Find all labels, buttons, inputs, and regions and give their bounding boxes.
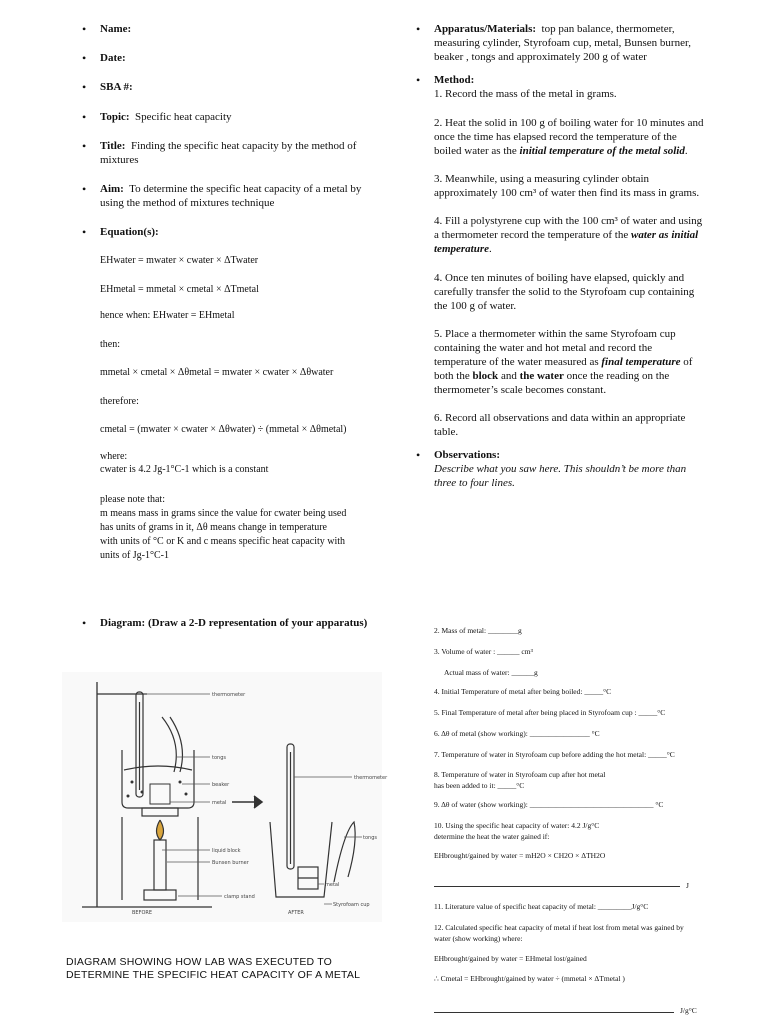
question-6: 6. Δθ of metal (show working): ________________ °C — [434, 729, 600, 738]
label-thermometer: thermometer — [212, 692, 246, 698]
diagram-caption: DIAGRAM SHOWING HOW LAB WAS EXECUTED TO DETERMINE THE SPECIFIC HEAT CAPACITY OF A METAL — [66, 956, 361, 981]
equations-heading: • Equation(s): — [82, 225, 159, 239]
equation-3: mmetal × cmetal × Δθmetal = mwater × cwater × Δθwater — [100, 367, 334, 378]
units-note: please note that: m means mass in grams since the value for cwater being used has units of grams in it, Δθ means change in temperature with units of °C or K and c means specific heat capacity with units of Jg-1°C-1 — [100, 494, 347, 561]
label-after: AFTER — [288, 910, 304, 916]
question-3b: Actual mass of water: ______g — [444, 668, 538, 677]
sba-field: • SBA #: — [82, 80, 133, 94]
question-8: 8. Temperature of water in Styrofoam cup after hot metal has been added to it: _____°C — [434, 770, 606, 790]
method-section: • Method: 1. Record the mass of the metal in grams. — [416, 73, 617, 100]
question-4: 4. Initial Temperature of metal after being boiled: _____°C — [434, 687, 612, 696]
answer-unit-10: J — [686, 881, 689, 890]
method-step-4: 4. Fill a polystyrene cup with the 100 cm³ of water and using a thermometer record the temperature of the water as initial temperature. — [434, 215, 703, 255]
label-clamp-stand: clamp stand — [224, 894, 255, 900]
title-field: • Title: Finding the specific heat capacity by the method of mixtures — [82, 139, 357, 166]
label-tongs-2: tongs — [363, 835, 377, 841]
label-bunsen-burner: Bunsen burner — [212, 860, 249, 866]
question-12: 12. Calculated specific heat capacity of metal if heat lost from metal was gained by water (show working) where: — [434, 923, 684, 943]
method-step-3: 3. Meanwhile, using a measuring cylinder obtain approximately 100 cm³ of water then find its mass in grams. — [434, 173, 700, 199]
question-9: 9. Δθ of water (show working): _________________________________ °C — [434, 800, 664, 809]
diagram-heading: • Diagram: (Draw a 2-D representation of your apparatus) — [82, 616, 368, 630]
topic-field: • Topic: Specific heat capacity — [82, 110, 232, 124]
label-styrofoam-cup: Styrofoam cup — [333, 902, 370, 908]
apparatus-section: • Apparatus/Materials: top pan balance, thermometer, measuring cylinder, Styrofoam cup, metal, Bunsen burner, beaker , tongs and approximately 200 g of water — [416, 22, 691, 63]
method-step-2: 2. Heat the solid in 100 g of boiling water for 10 minutes and once the time has elapsed record the temperature of the boiled water as the initial temperature of the metal solid. — [434, 117, 704, 157]
observations-section: • Observations: Describe what you saw here. This shouldn’t be more than three to four lines. — [416, 448, 687, 489]
answer-line-12 — [434, 1012, 674, 1013]
question-7: 7. Temperature of water in Styrofoam cup before adding the hot metal: _____°C — [434, 750, 675, 759]
label-before: BEFORE — [132, 910, 153, 916]
label-metal: metal — [212, 800, 227, 806]
label-thermometer-2: thermometer — [354, 775, 388, 781]
label-beaker: beaker — [212, 782, 230, 788]
label-liquid-block: liquid block — [212, 848, 241, 854]
method-step-7: 6. Record all observations and data within an appropriate table. — [434, 412, 686, 438]
question-10: 10. Using the specific heat capacity of water: 4.2 J/g°C determine the heat the water gained if: — [434, 821, 600, 841]
method-step-1: 1. Record the mass of the metal in grams. — [434, 88, 617, 100]
method-step-6: 5. Place a thermometer within the same Styrofoam cup containing the water and hot metal and record the temperature of the water measured as final temperature of both the block and the water once the reading on the thermometer’s scale becomes constant. — [434, 328, 693, 396]
answer-line-10 — [434, 886, 680, 887]
answer-unit-12: J/g°C — [680, 1006, 697, 1015]
equation-4: cmetal = (mwater × cwater × Δθwater) ÷ (mmetal × Δθmetal) — [100, 424, 347, 435]
cwater-constant: cwater is 4.2 Jg-1°C-1 which is a constant — [100, 464, 269, 475]
label-tongs: tongs — [212, 755, 226, 761]
then-text: then: — [100, 339, 120, 350]
question-11: 11. Literature value of specific heat capacity of metal: _________J/g°C — [434, 902, 649, 911]
question-10-equation: EHbrought/gained by water = mH2O × CH2O × ΔTH2O — [434, 851, 606, 860]
question-12-equation-2: ∴ Cmetal = EHbrought/gained by water ÷ (mmetal × ΔTmetal ) — [434, 974, 625, 983]
apparatus-diagram — [62, 672, 388, 922]
aim-field: • Aim: To determine the specific heat capacity of a metal by using the method of mixtures technique — [82, 182, 362, 209]
equation-1: EHwater = mwater × cwater × ΔTwater — [100, 255, 259, 266]
date-field: • Date: — [82, 51, 126, 65]
equation-2: EHmetal = mmetal × cmetal × ΔTmetal — [100, 284, 259, 295]
question-3: 3. Volume of water : ______ cm³ — [434, 647, 533, 656]
hence-when-text: hence when: EHwater = EHmetal — [100, 310, 235, 321]
name-field: • Name: — [82, 22, 132, 36]
question-5: 5. Final Temperature of metal after being placed in Styrofoam cup : _____°C — [434, 708, 666, 717]
label-metal-2: metal — [325, 882, 340, 888]
question-2: 2. Mass of metal: ________g — [434, 626, 522, 635]
method-step-5: 4. Once ten minutes of boiling have elapsed, quickly and carefully transfer the solid to the Styrofoam cup containing the 100 g of water. — [434, 272, 695, 312]
therefore-text: therefore: — [100, 396, 139, 407]
question-12-equation-1: EHbrought/gained by water = EHmetal lost/gained — [434, 954, 587, 963]
where-text: where: — [100, 451, 128, 462]
